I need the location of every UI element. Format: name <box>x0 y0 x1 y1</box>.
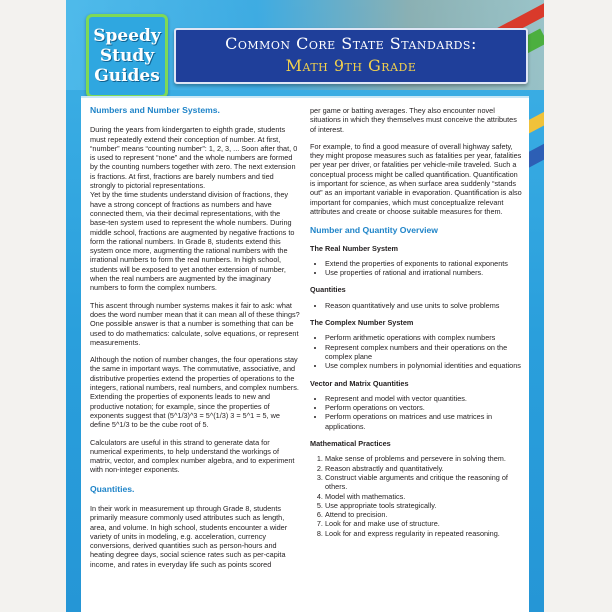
quantities-paragraph: In their work in measurement up through Grade 8, students primarily measure commonly used attributes such as length, area, and volume. In high school, students encounter a wider variety of units in modeling, e.g. acceleration, currency conversions, derived quantities such as person-hours and heating degree days, social science rates such as per-capita income, and rates in everyday life such as points scored <box>90 503 288 569</box>
real-number-list <box>310 259 522 278</box>
list-item: • Use complex numbers in polynomial identities and equations <box>325 361 522 370</box>
list-item: • Represent and model with vector quantities. <box>325 394 522 403</box>
vector-matrix-list <box>310 394 522 431</box>
complex-number-list <box>310 333 522 370</box>
numbers-paragraph-4: Although the notion of number changes, the four operations stay the same in important ways. The commutative, associative, and distributive properties extend the properties of operations to the integers, rational numbers, real numbers, and complex numbers. Extending the properties of exponents leads to new and productive notation; for example, since the properties of exponents suggest that (5^1/3)^3 = 5^(1/3) 3 = 5^1 = 5, we define 5^1/3 to be the cube root of 5. <box>90 355 299 430</box>
vector-matrix-heading: Vector and Matrix Quantities <box>310 378 409 388</box>
list-item: 3. Construct viable arguments and critique the reasoning of others. <box>325 473 522 492</box>
list-item: • Extend the properties of exponents to rational exponents <box>325 259 522 268</box>
list-item: • Perform operations on matrices and use matrices in applications. <box>325 412 522 431</box>
numbers-heading: Numbers and Number Systems. <box>90 105 220 115</box>
list-item: 4. Model with mathematics. <box>325 492 522 501</box>
list-item: 6. Attend to precision. <box>325 510 522 519</box>
logo-line-2: Study <box>99 46 155 66</box>
quantities-heading: Quantities. <box>90 483 135 494</box>
numbers-paragraph-5: Calculators are useful in this strand to generate data for numerical experiments, to help understand the workings of matrix, vector, and complex number algebra, and to experiment with non-integer exponents. <box>90 437 295 475</box>
practices-list <box>310 454 522 538</box>
quantities-paragraph-continued: per game or batting averages. They also encounter novel situations in which they themselves must conceive the attributes of interest. <box>310 106 517 134</box>
logo-line-3: Guides <box>94 66 160 86</box>
numbers-paragraph-1: During the years from kindergarten to eighth grade, students must repeatedly extend their conception of number. At first, “number” means “counting number”: 1, 2, 3, ... Soon after that, 0 is used to represent “none” and the whole numbers are formed by the counting numbers together with zero. The next extension is fractions. At first, fractions are barely numbers and tied strongly to pictorial representations. <box>90 125 298 191</box>
list-item: 8. Look for and express regularity in repeated reasoning. <box>325 529 522 538</box>
list-item: 1. Make sense of problems and persevere in solving them. <box>325 454 522 463</box>
complex-number-heading: The Complex Number System <box>310 318 414 328</box>
list-item: • Perform arithmetic operations with complex numbers <box>325 333 522 342</box>
right-column <box>310 98 522 538</box>
logo-line-1: Speedy <box>93 26 161 46</box>
overview-heading: Number and Quantity Overview <box>310 225 438 236</box>
content-panel <box>81 96 529 612</box>
list-item: 5. Use appropriate tools strategically. <box>325 501 522 510</box>
guide-sheet <box>66 0 544 612</box>
practices-heading: Mathematical Practices <box>310 439 391 449</box>
list-item: • Reason quantitatively and use units to solve problems <box>325 301 522 310</box>
real-number-heading: The Real Number System <box>310 243 398 253</box>
quantities-list <box>310 301 522 310</box>
list-item: • Represent complex numbers and their operations on the complex plane <box>325 343 522 362</box>
quantification-paragraph: For example, to find a good measure of overall highway safety, they might propose measures such as fatalities per year, fatalities per year per driver, or fatalities per vehicle-mile traveled. Such a conceptual process might be called quantification. Quantification is important for science, as when surface area suddenly “stands out” as an important variable in evaporation. Quantification is also important for companies, which must conceptualize relevant attributes and create or choose suitable measures for them. <box>310 141 522 216</box>
list-item: • Perform operations on vectors. <box>325 403 522 412</box>
title-line-1: Common Core State Standards: <box>225 34 477 53</box>
list-item: • Use properties of rational and irrational numbers. <box>325 268 522 277</box>
title-banner <box>174 28 528 84</box>
speedy-study-guides-logo <box>86 14 168 98</box>
numbers-paragraph-2: Yet by the time students understand division of fractions, they have a strong concept of fractions as numbers and have connected them, via their decimal representations, with the base-ten system used to represent the whole numbers. During middle school, fractions are augmented by negative fractions to form the rational numbers. In Grade 8, students extend this system once more, augmenting the rational numbers with the irrational numbers to form the real numbers. In high school, students will be exposed to yet another extension of number, when the real numbers are augmented by the imaginary numbers to form the complex numbers. <box>90 190 295 293</box>
title-line-2: Math 9th Grade <box>285 56 417 75</box>
numbers-paragraph-3: This ascent through number systems makes it fair to ask: what does the word number mean that it can mean all of these things? One possible answer is that a number is something that can be used to do mathematics: calculate, solve equations, or represent measurements. <box>90 300 300 347</box>
left-column <box>90 98 300 569</box>
list-item: 2. Reason abstractly and quantitatively. <box>325 464 522 473</box>
quantities-subheading: Quantities <box>310 285 346 295</box>
list-item: 7. Look for and make use of structure. <box>325 519 522 528</box>
